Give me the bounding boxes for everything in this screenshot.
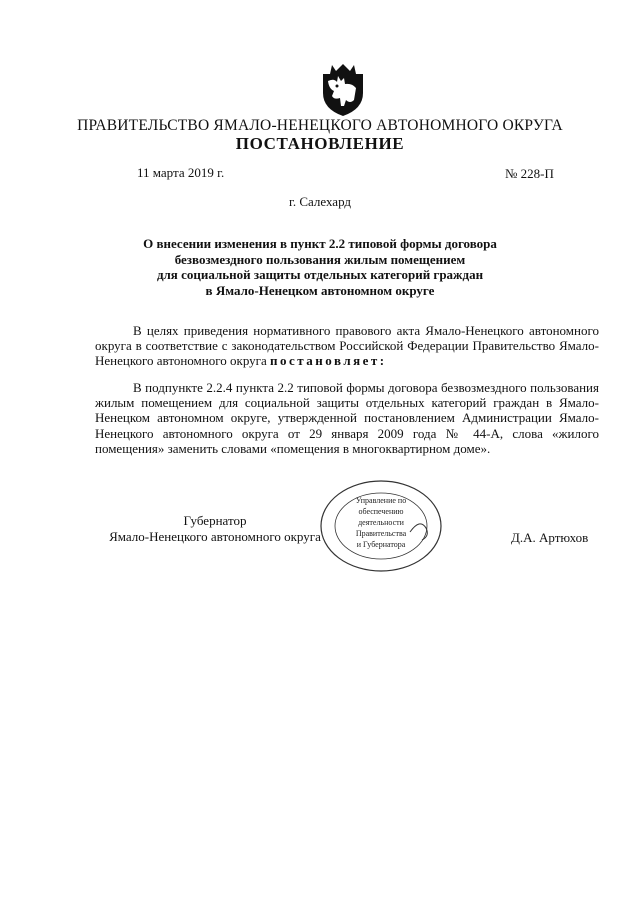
resolution-verb: постановляет: (270, 353, 387, 369)
preamble-paragraph (95, 323, 599, 369)
title-line: безвозмездного пользования жилым помещением (174, 251, 466, 267)
document-date: 11 марта 2019 г. (137, 165, 225, 180)
signatory-position-line: Ямало-Ненецкого автономного округа (109, 529, 321, 544)
document-type: ПОСТАНОВЛЕНИЕ (235, 134, 405, 153)
seal-text-line: Управление по (355, 496, 407, 505)
signatory-position (95, 513, 335, 545)
title-line: для социальной защиты отдельных категорий граждан (156, 267, 484, 282)
signature-stroke (410, 524, 427, 540)
coat-of-arms-icon (314, 60, 372, 118)
seal-text-line: деятельности (358, 518, 404, 527)
resolution-paragraph: В подпункте 2.2.4 пункта 2.2 типовой формы договора безвозмездного пользования жилым помещением для социальной защиты отдельных категорий граждан в Ямало-Ненецком автономном округе, утвержденной постановлением Администрации Ямало-Ненецкого автономного округа от 29 января 2009 года № 44-А, слова «жилого помещения» заменить словами «помещения в многоквартирном доме». (95, 380, 599, 456)
organization-name: ПРАВИТЕЛЬСТВО ЯМАЛО-НЕНЕЦКОГО АВТОНОМНОГО ОКРУГА (77, 117, 563, 134)
document-number: № 228-П (505, 166, 554, 181)
signatory-name: Д.А. Артюхов (511, 530, 589, 545)
seal-text-line: обеспечению (358, 507, 404, 516)
seal-text-line: и Губернатора (356, 540, 406, 549)
document-title (110, 236, 530, 298)
title-line: О внесении изменения в пункт 2.2 типовой формы договора (143, 236, 497, 251)
seal-text-line: Правительства (355, 529, 407, 538)
signatory-position-line: Губернатор (183, 513, 247, 528)
title-line: в Ямало-Ненецком автономном округе (205, 282, 435, 298)
official-seal (318, 478, 444, 574)
preamble-text: В целях приведения нормативного правового акта Ямало-Ненецкого автономного округа в соответствие с законодательством Российской Федерации Правительство Ямало-Ненецкого автономного округа (95, 323, 599, 369)
document-city: г. Салехард (288, 194, 352, 209)
